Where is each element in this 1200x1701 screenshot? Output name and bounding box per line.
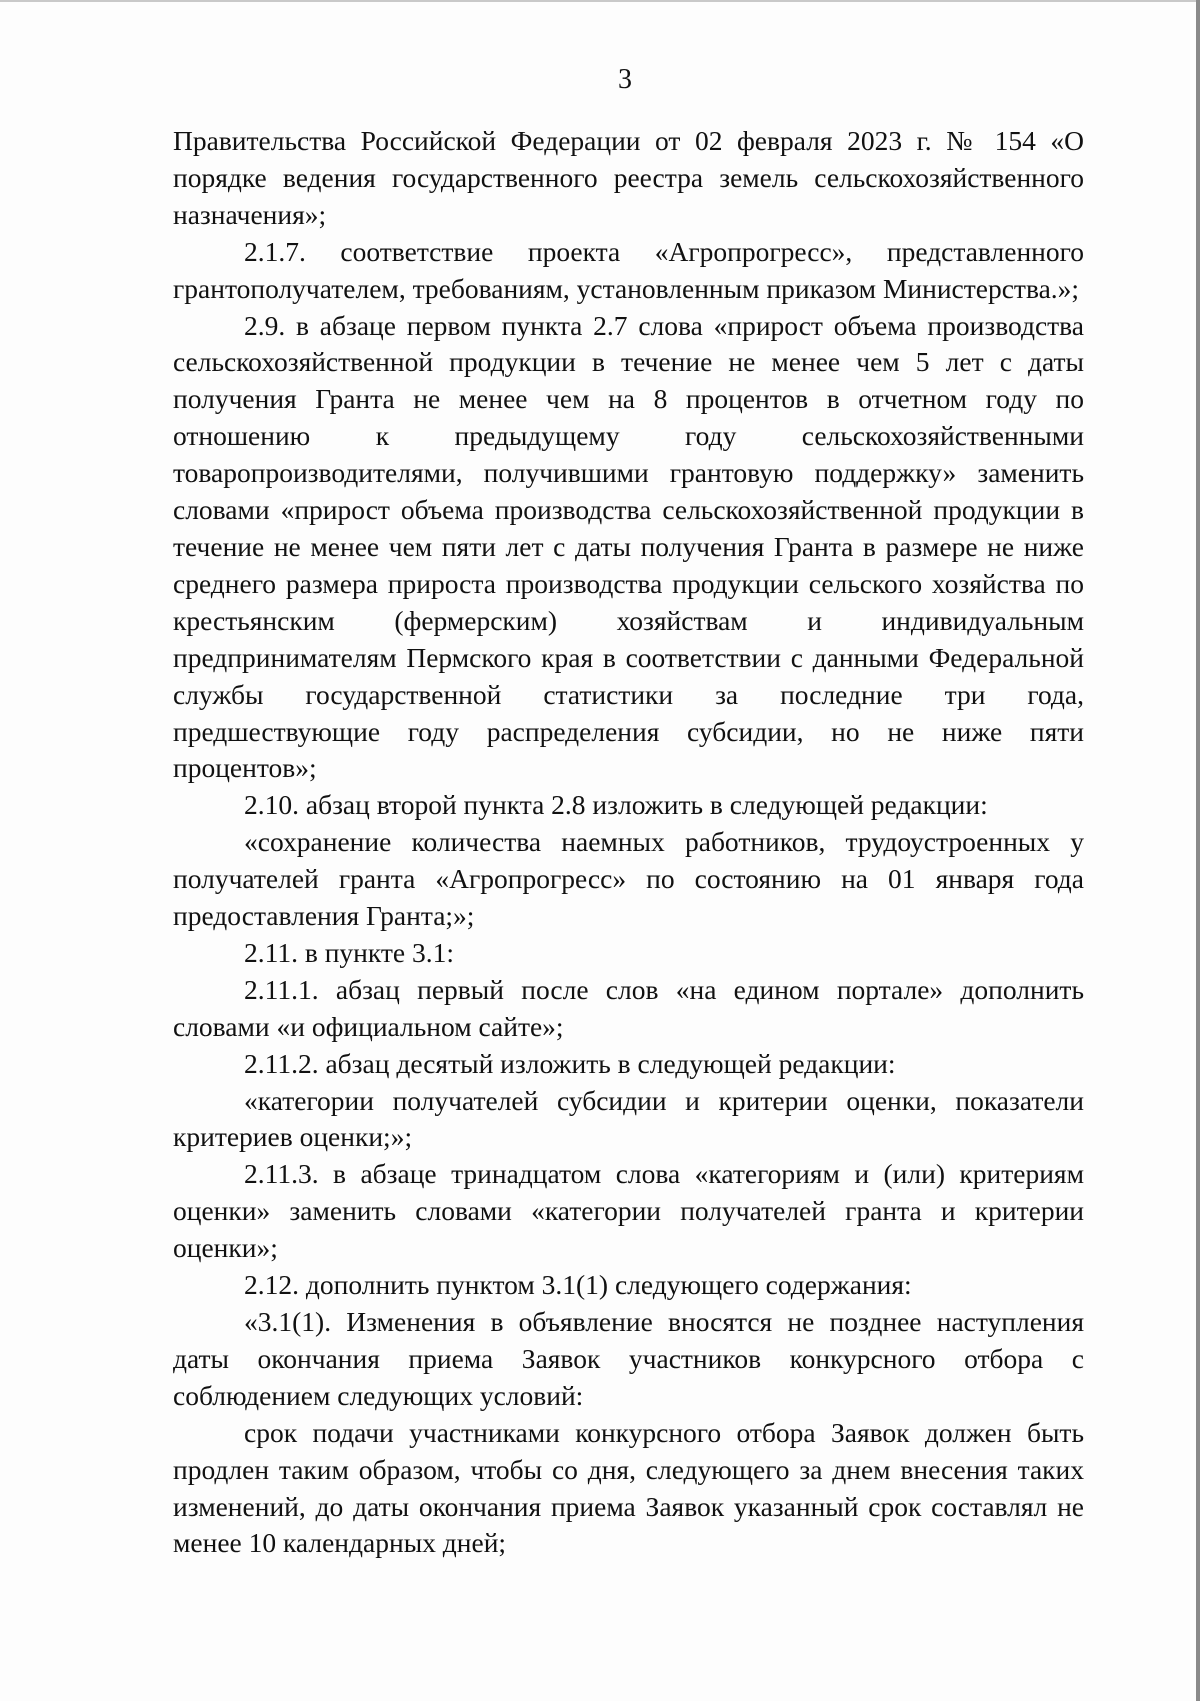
paragraph: 2.10. абзац второй пункта 2.8 изложить в следующей редакции:	[244, 789, 988, 821]
paragraph: «3.1(1). Изменения в объявление вносятся не позднее наступления даты окончания приема Заявок участников конкурсного отбора с соблюдением следующих условий:	[173, 1306, 1084, 1411]
paragraph: 2.9. в абзаце первом пункта 2.7 слова «прирост объема производства сельскохозяйственной продукции в течение не менее чем 5 лет с даты получения Гранта не менее чем на 8 процентов в отчетном году по отношению к предыдущему году сельскохозяйственными товаропроизводителями, получившими грантовую поддержку» заменить словами «прирост объема производства сельскохозяйственной продукции в течение не менее чем пяти лет с даты получения Гранта в размере не ниже среднего размера прироста производства продукции сельского хозяйства по крестьянским (фермерским) хозяйствам и индивидуальным предпринимателям Пермского края в соответствии с данными Федеральной службы государственной статистики за последние три года, предшествующие году распределения субсидии, но не ниже пяти процентов»;	[173, 309, 1084, 784]
paragraph: 2.12. дополнить пунктом 3.1(1) следующего содержания:	[244, 1269, 912, 1301]
paragraph: «сохранение количества наемных работников, трудоустроенных у получателей гранта «Агропрогресс» по состоянию на 01 января года предоставления Гранта;»;	[173, 826, 1084, 932]
scan-edge-right	[1196, 0, 1200, 1701]
paragraph: 2.11.2. абзац десятый изложить в следующей редакции:	[244, 1047, 896, 1079]
page-number: 3	[618, 64, 632, 95]
paragraph: 2.11.1. абзац первый после слов «на едином портале» дополнить словами «и официальном сайте»;	[173, 973, 1084, 1042]
paragraph: 2.11. в пункте 3.1:	[244, 936, 455, 968]
paragraph: срок подачи участниками конкурсного отбора Заявок должен быть продлен таким образом, чтобы со дня, следующего за днем внесения таких изменений, до даты окончания приема Заявок указанный срок составлял не менее 10 календарных дней;	[173, 1416, 1084, 1559]
paragraph: Правительства Российской Федерации от 02 февраля 2023 г. № 154 «О порядке ведения государственного реестра земель сельскохозяйственного назначения»;	[173, 125, 1084, 230]
paragraph: 2.11.3. в абзаце тринадцатом слова «категориям и (или) критериям оценки» заменить словами «категории получателей гранта и критерии оценки»;	[173, 1158, 1084, 1264]
scan-edge-top	[0, 0, 1200, 2]
document-body	[173, 123, 1084, 1562]
paragraph: «категории получателей субсидии и критерии оценки, показатели критериев оценки;»;	[173, 1084, 1084, 1153]
paragraph: 2.1.7. соответствие проекта «Агропрогресс», представленного грантополучателем, требованиям, установленным приказом Министерства.»;	[173, 235, 1084, 304]
